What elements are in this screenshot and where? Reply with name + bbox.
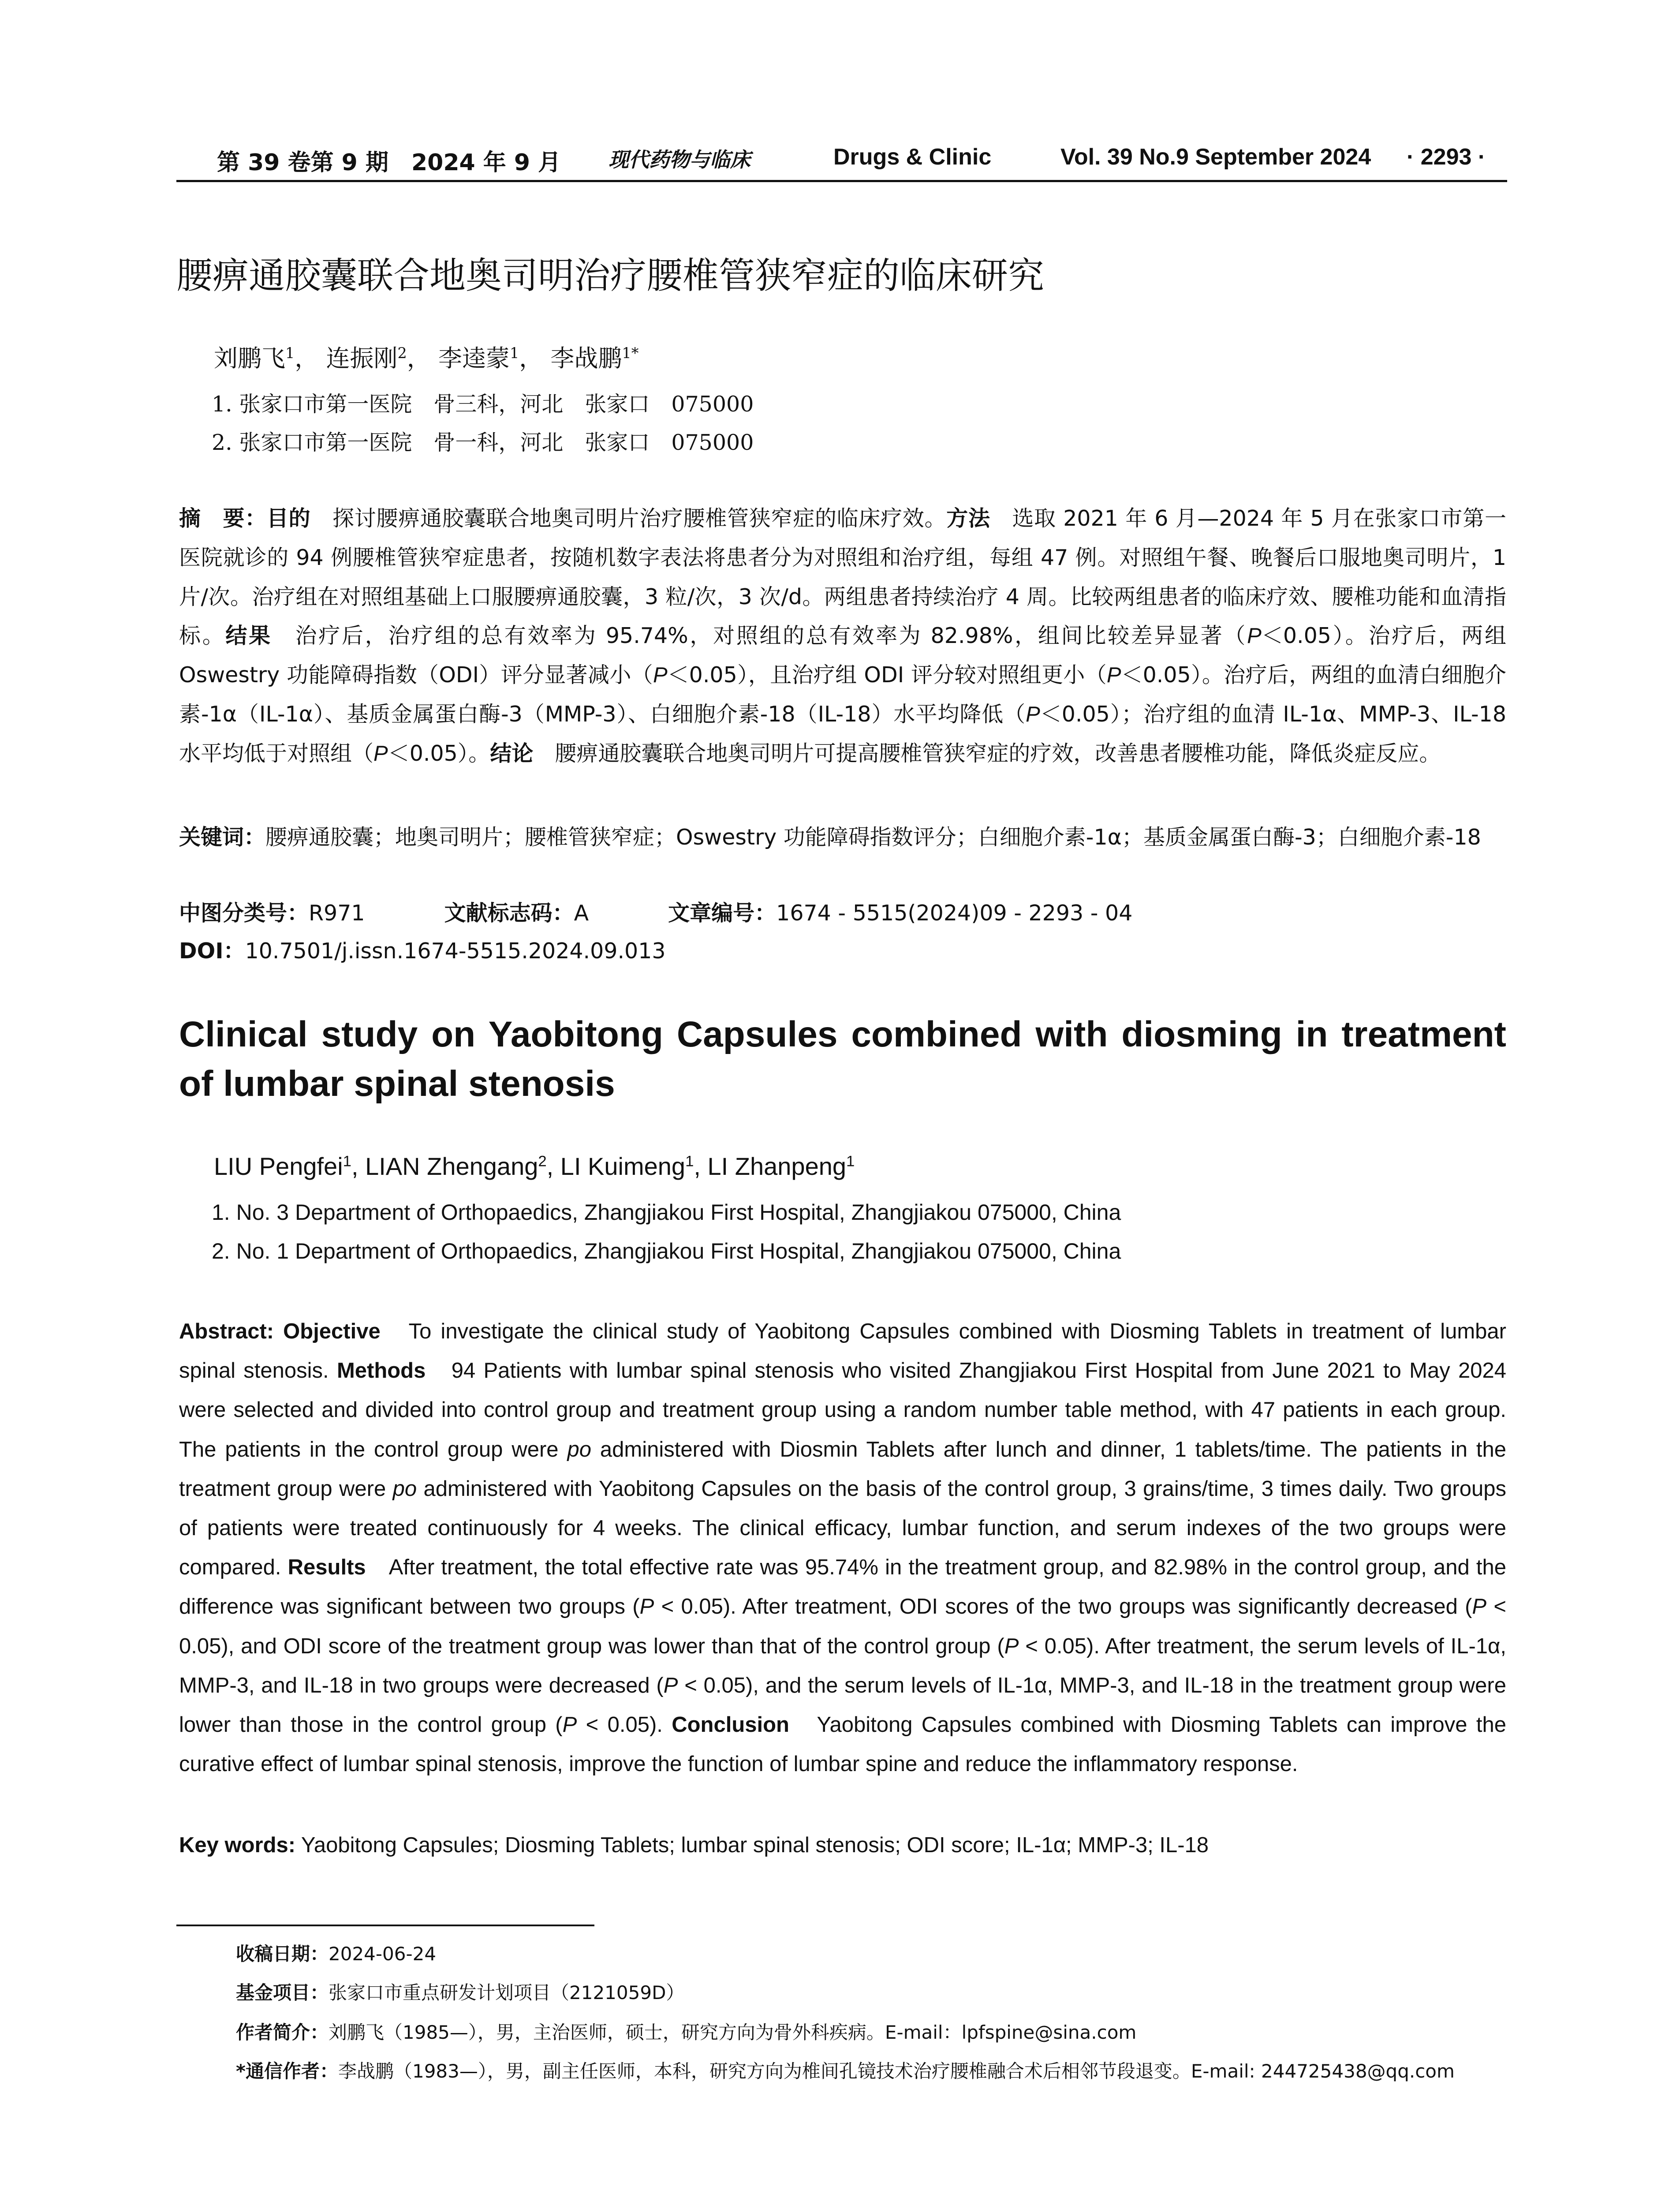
header-volume: Vol. 39 No.9 September 2024 bbox=[1060, 144, 1371, 170]
footnote-text: 刘鹏飞（1985—），男，主治医师，硕士，研究方向为骨外科疾病。E-mail：lpfspine@sina.com bbox=[329, 2022, 1137, 2043]
footnote-text: 李战鹏（1983—），男，副主任医师，本科，研究方向为椎间孔镜技术治疗腰椎融合术后相邻节段退变。E-mail: 244725438@qq.com bbox=[338, 2060, 1455, 2082]
methods-label: Methods bbox=[336, 1359, 426, 1383]
author: 李战鹏 bbox=[550, 344, 622, 372]
author-affiliation-mark: 1* bbox=[622, 344, 639, 362]
header-journal-cn: 现代药物与临床 bbox=[609, 148, 750, 172]
footnote-label: 基金项目： bbox=[236, 1982, 329, 2003]
methods-text: 94 Patients with lumbar spinal stenosis who visited Zhangjiakou First Hospital from June 2021 to May 2024 were selected and divided into control group and treatment group using a random number table method, with 47 patients in each group. The patients in the control group were bbox=[179, 1359, 1506, 1461]
author: 连振刚 bbox=[326, 344, 398, 372]
author-list-cn bbox=[214, 340, 638, 374]
methods-label: 方法 bbox=[946, 506, 990, 531]
keywords-label: Key words: bbox=[179, 1833, 296, 1857]
footnote-label: *通信作者： bbox=[236, 2060, 338, 2082]
doc-code-value: A bbox=[574, 901, 589, 926]
objective-text: To investigate the clinical study of Yaobitong Capsules combined with Diosming Tablets in treatment of lumbar spinal stenosis. bbox=[179, 1319, 1506, 1383]
footnote-divider bbox=[176, 1925, 594, 1926]
author-affiliation-mark: 2 bbox=[538, 1153, 547, 1170]
doi-line bbox=[179, 934, 666, 965]
keywords-en bbox=[179, 1826, 1506, 1865]
author: LIU Pengfei bbox=[214, 1152, 343, 1180]
results-text: ＜0.05）。治疗后，两组 Oswestry 功能障碍指数（ODI）评分显著减小（ bbox=[179, 623, 1506, 688]
footnote-author-bio bbox=[236, 2018, 1136, 2044]
p-symbol: P bbox=[1026, 702, 1040, 726]
author-affiliation-mark: 1 bbox=[343, 1153, 351, 1170]
affiliation-cn-1: 1. 张家口市第一医院 骨三科，河北 张家口 075000 bbox=[212, 392, 754, 417]
author-separator: , bbox=[694, 1152, 708, 1180]
author: 刘鹏飞 bbox=[214, 344, 285, 372]
po-italic: po bbox=[567, 1437, 591, 1461]
methods-text: administered with Yaobitong Capsules on the basis of the control group, 3 grains/time, 3 times daily. Two groups of patients were treated continuously for 4 weeks. The clinical efficacy, lumbar function, and serum indexes of the two groups were compared. bbox=[179, 1476, 1507, 1580]
footnote-received bbox=[236, 1940, 436, 1966]
author-separator: , bbox=[546, 1152, 560, 1180]
p-symbol: P bbox=[1472, 1595, 1487, 1619]
abstract-en bbox=[179, 1312, 1506, 1784]
results-text: ＜0.05）。 bbox=[388, 740, 490, 766]
author-separator: , bbox=[351, 1152, 366, 1180]
author: LI Zhanpeng bbox=[707, 1152, 846, 1180]
p-symbol: P bbox=[1004, 1634, 1019, 1658]
footnote-text: 2024-06-24 bbox=[329, 1943, 437, 1965]
results-text: < 0.05). After treatment, ODI scores of the two groups was significantly decreased ( bbox=[654, 1595, 1472, 1619]
keywords-cn bbox=[179, 818, 1506, 857]
results-text: < 0.05). After treatment, the serum levels of IL-1α, MMP-3, and IL-18 in two groups were decreased ( bbox=[179, 1634, 1506, 1697]
results-text: ＜0.05），且治疗组 ODI 评分较对照组更小（ bbox=[667, 662, 1107, 688]
article-no-value: 1674 - 5515(2024)09 - 2293 - 04 bbox=[776, 901, 1133, 926]
results-text: < 0.05), and ODI score of the treatment group was lower than that of the control group ( bbox=[179, 1595, 1506, 1658]
p-symbol: P bbox=[373, 741, 388, 766]
header-journal-en: Drugs & Clinic bbox=[833, 144, 992, 170]
affiliation-en-1: 1. No. 3 Department of Orthopaedics, Zhangjiakou First Hospital, Zhangjiakou 075000, China bbox=[212, 1200, 1121, 1225]
methods-text: 选取 2021 年 6 月—2024 年 5 月在张家口市第一医院就诊的 94 例腰椎管狭窄症患者，按随机数字表法将患者分为对照组和治疗组，每组 47 例。对照组午餐、晚餐后口服地奥司明片，1 片/次。治疗组在对照组基础上口服腰痹通胶囊，3 粒/次，3 次/d。两组患者持续治疗 4 周。比较两组患者的临床疗效、腰椎功能和血清指标。 bbox=[179, 506, 1506, 649]
conclusion-label: 结论 bbox=[490, 740, 534, 766]
footnote-corresponding bbox=[236, 2057, 1455, 2083]
conclusion-text: Yaobitong Capsules combined with Diosming Tablets can improve the curative effect of lumbar spinal stenosis, improve the function of lumbar spine and reduce the inflammatory response. bbox=[179, 1713, 1506, 1776]
article-no-label: 文章编号： bbox=[668, 901, 777, 926]
author-affiliation-mark: 2 bbox=[397, 344, 407, 362]
results-text: < 0.05), and the serum levels of IL-1α, MMP-3, and IL-18 in the treatment group were lower than those in the control group ( bbox=[179, 1673, 1507, 1737]
running-header bbox=[176, 140, 1507, 182]
conclusion-text: 腰痹通胶囊联合地奥司明片可提高腰椎管狭窄症的疗效，改善患者腰椎功能，降低炎症反应。 bbox=[533, 740, 1441, 766]
p-symbol: P bbox=[663, 1673, 678, 1697]
classification-line bbox=[179, 896, 1132, 927]
footnote-fund bbox=[236, 1978, 684, 2005]
clc-value: R971 bbox=[309, 901, 365, 926]
objective-text: 探讨腰痹通胶囊联合地奥司明片治疗腰椎管狭窄症的临床疗效。 bbox=[310, 506, 947, 531]
author: 李逵蒙 bbox=[438, 344, 510, 372]
methods-text: administered with Diosmin Tablets after lunch and dinner, 1 tablets/time. The patients in the treatment group were bbox=[179, 1437, 1506, 1501]
footnote-label: 收稿日期： bbox=[236, 1943, 329, 1965]
footnote-label: 作者简介： bbox=[236, 2022, 329, 2043]
keywords-label: 关键词： bbox=[179, 825, 266, 850]
keywords-text: Yaobitong Capsules; Diosming Tablets; lumbar spinal stenosis; ODI score; IL-1α; MMP-3; IL-18 bbox=[295, 1833, 1209, 1857]
conclusion-label: Conclusion bbox=[672, 1713, 789, 1737]
abstract-label: 摘 要： bbox=[179, 506, 267, 531]
p-symbol: P bbox=[1247, 624, 1262, 648]
author-list-en bbox=[214, 1152, 855, 1181]
p-symbol: P bbox=[653, 663, 668, 688]
author-affiliation-mark: 1 bbox=[846, 1153, 855, 1170]
header-issue: 第 39 卷第 9 期 2024 年 9 月 bbox=[217, 149, 561, 176]
results-text: After treatment, the total effective rate was 95.74% in the treatment group, and 82.98% in the control group, and the difference was significant between two groups ( bbox=[179, 1555, 1506, 1619]
author-separator: ， bbox=[519, 344, 543, 372]
article-title-en: Clinical study on Yaobitong Capsules combined with diosming in treatment of lumbar spinal stenosis bbox=[179, 1014, 1506, 1104]
results-label: Results bbox=[287, 1555, 366, 1580]
p-symbol: P bbox=[639, 1595, 654, 1619]
results-label: 结果 bbox=[225, 623, 272, 649]
author: LI Kuimeng bbox=[560, 1152, 686, 1180]
author-affiliation-mark: 1 bbox=[509, 344, 519, 362]
doi-value: 10.7501/j.issn.1674-5515.2024.09.013 bbox=[245, 938, 666, 964]
clc-label: 中图分类号： bbox=[179, 901, 309, 926]
author-affiliation-mark: 1 bbox=[285, 344, 295, 362]
author: LIAN Zhengang bbox=[365, 1152, 538, 1180]
author-separator: ， bbox=[407, 344, 431, 372]
article-title-cn: 腰痹通胶囊联合地奥司明治疗腰椎管狭窄症的临床研究 bbox=[176, 255, 1045, 297]
affiliation-en-2: 2. No. 1 Department of Orthopaedics, Zhangjiakou First Hospital, Zhangjiakou 075000, China bbox=[212, 1239, 1121, 1263]
doi-label: DOI： bbox=[179, 938, 245, 964]
author-separator: ， bbox=[295, 344, 319, 372]
header-page-number: · 2293 · bbox=[1407, 144, 1486, 170]
results-text: 治疗后，治疗组的总有效率为 95.74%，对照组的总有效率为 82.98%，组间比较差异显著（ bbox=[272, 623, 1247, 649]
affiliation-cn-2: 2. 张家口市第一医院 骨一科，河北 张家口 075000 bbox=[212, 430, 754, 455]
keywords-text: 腰痹通胶囊；地奥司明片；腰椎管狭窄症；Oswestry 功能障碍指数评分；白细胞介素-1α；基质金属蛋白酶-3；白细胞介素-18 bbox=[265, 825, 1481, 850]
doc-code-label: 文献标志码： bbox=[444, 901, 574, 926]
results-text: ＜0.05）。治疗后，两组的血清白细胞介素-1α（IL-1α）、基质金属蛋白酶-3（MMP-3）、白细胞介素-18（IL-18）水平均降低（ bbox=[179, 662, 1507, 727]
objective-label: 目的 bbox=[266, 506, 311, 531]
p-symbol: P bbox=[1106, 663, 1121, 688]
results-text: ＜0.05）；治疗组的血清 IL-1α、MMP-3、IL-18 水平均低于对照组（ bbox=[179, 701, 1506, 766]
po-italic: po bbox=[392, 1476, 417, 1501]
objective-label: Abstract: Objective bbox=[179, 1319, 381, 1343]
footnote-text: 张家口市重点研发计划项目（2121059D） bbox=[329, 1982, 685, 2003]
abstract-cn bbox=[179, 499, 1506, 774]
author-affiliation-mark: 1 bbox=[685, 1153, 694, 1170]
p-symbol: P bbox=[562, 1713, 577, 1737]
results-text: < 0.05). bbox=[577, 1713, 672, 1737]
